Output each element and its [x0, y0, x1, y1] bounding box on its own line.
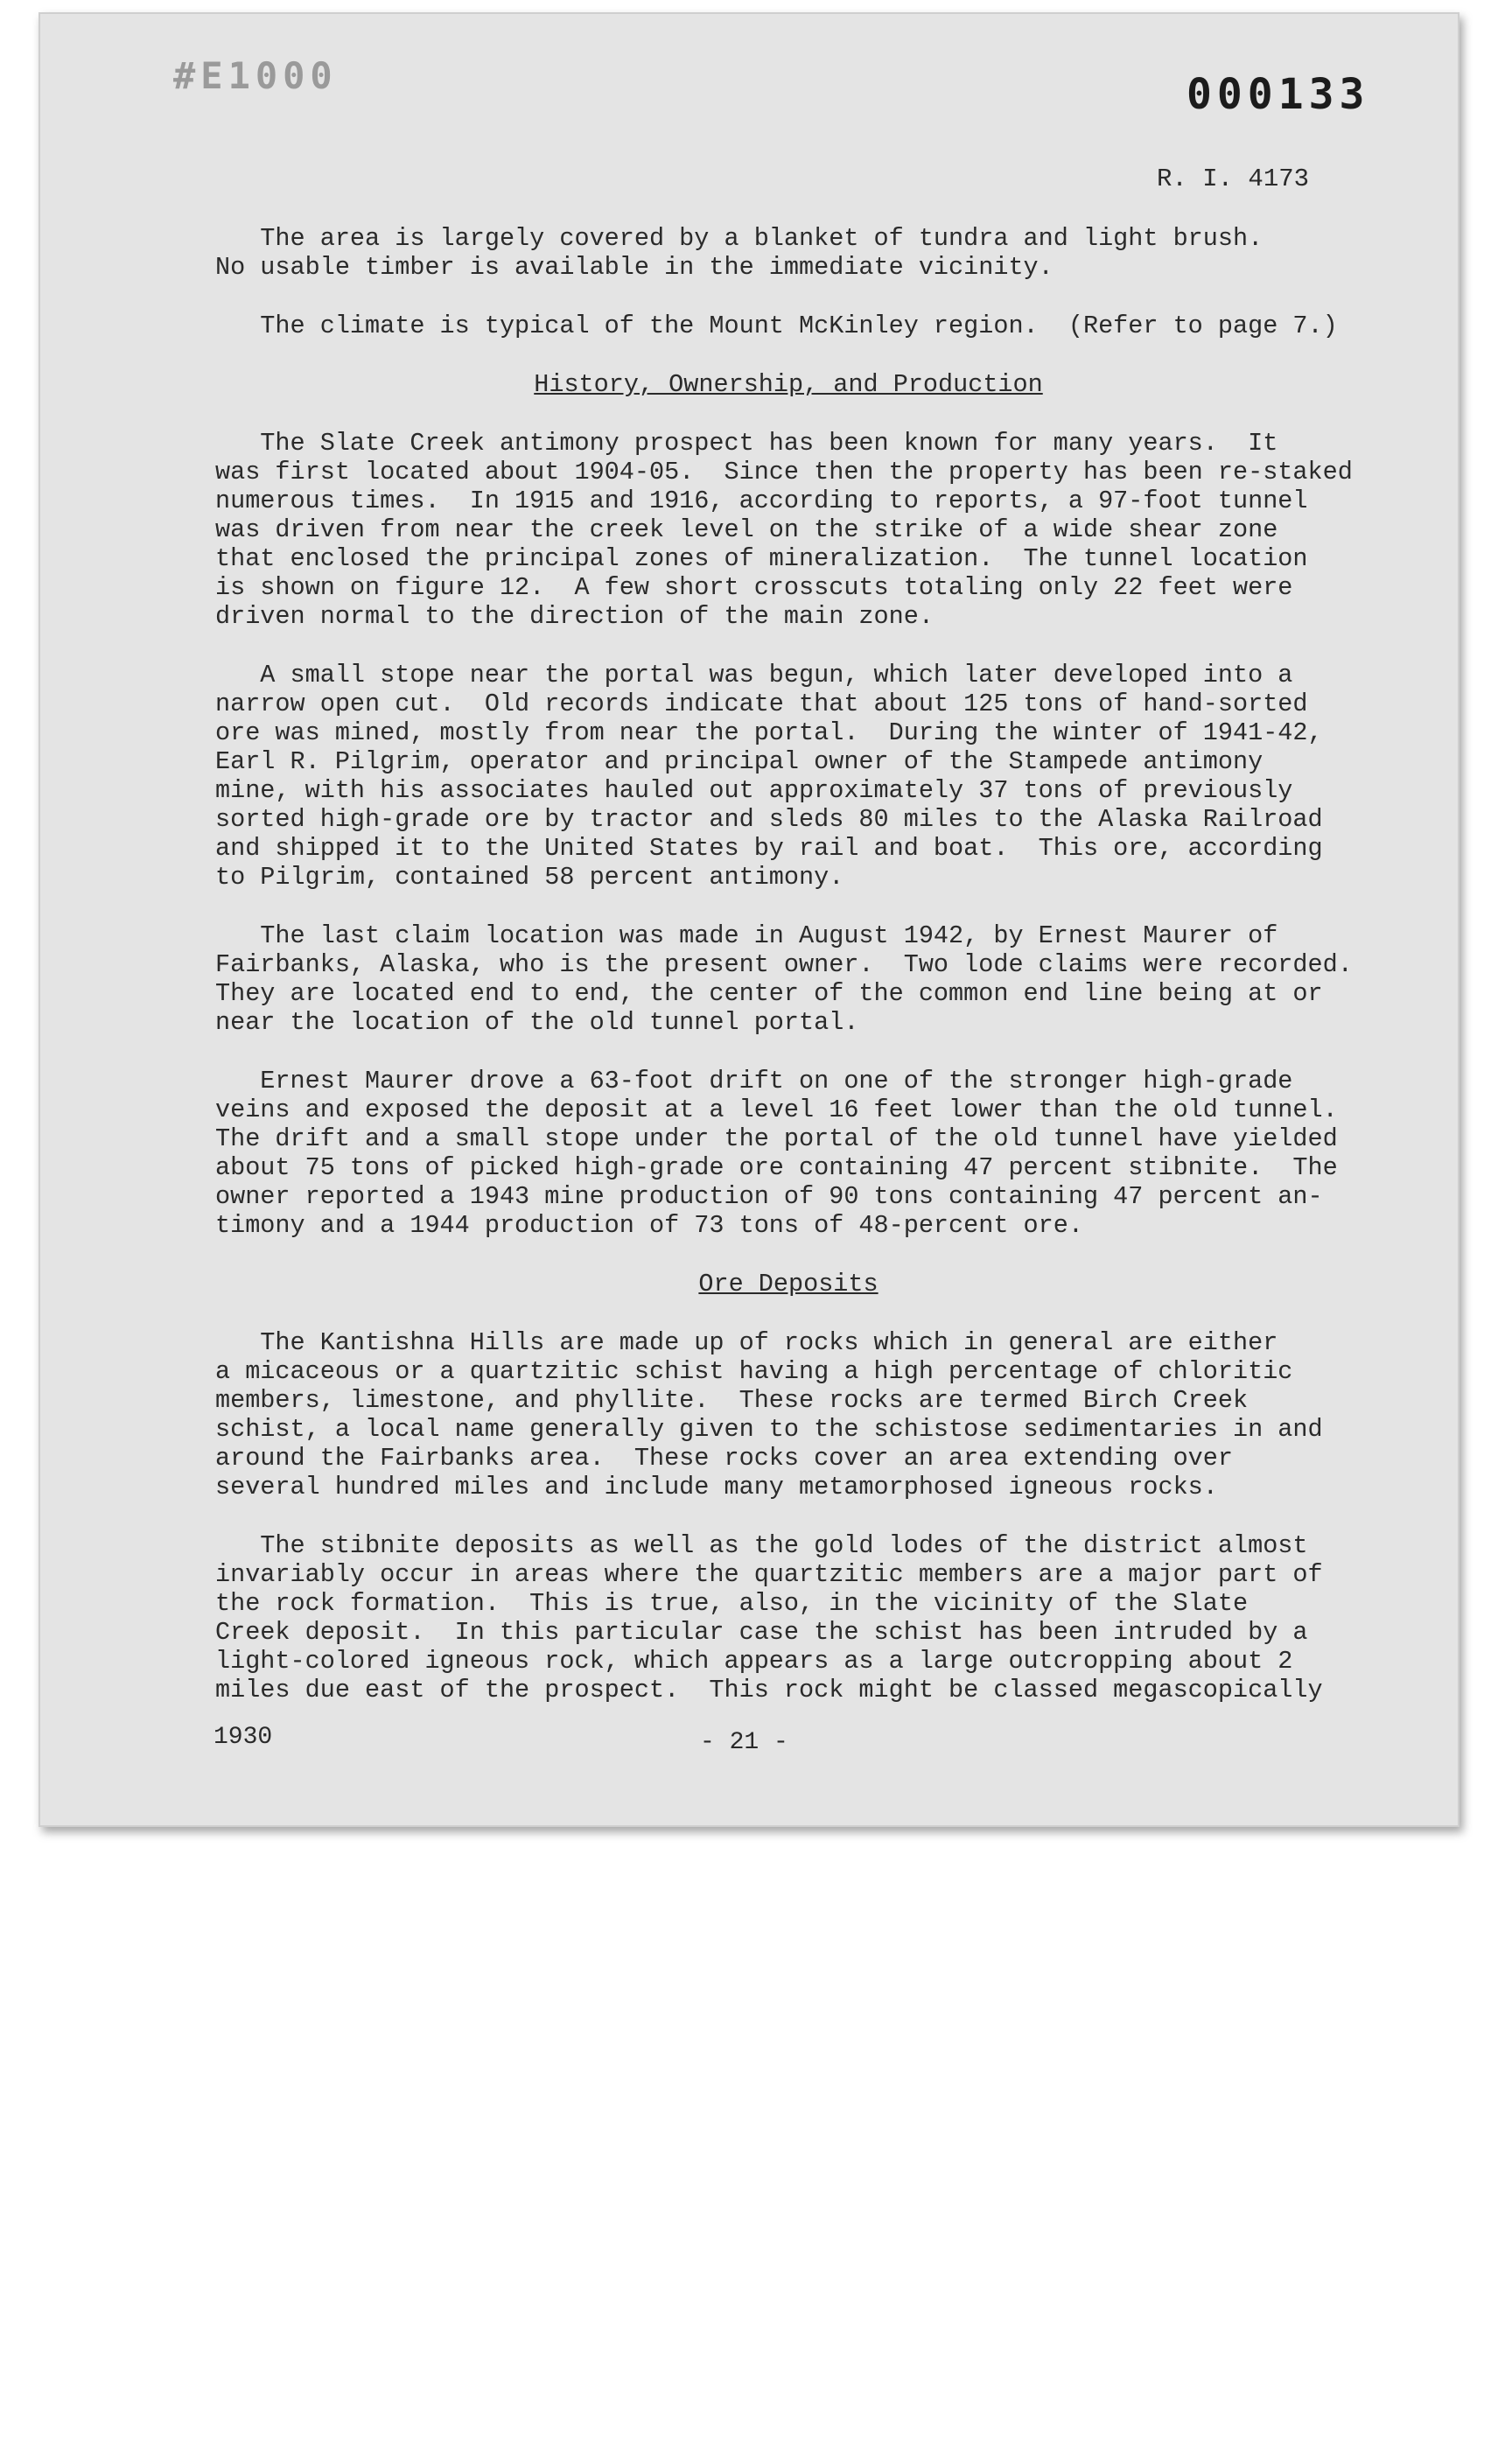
text-line: and shipped it to the United States by rail and boat. This ore, according: [215, 834, 1323, 863]
text-line: was first located about 1904-05. Since then the property has been re-staked: [215, 458, 1353, 486]
text-line: They are located end to end, the center of the common end line being at or: [215, 979, 1323, 1008]
section-heading: History, Ownership, and Production: [534, 370, 1043, 399]
paragraph: [215, 1531, 1362, 1704]
paragraph: [215, 1067, 1362, 1240]
text-line: veins and exposed the deposit at a level 16 feet lower than the old tunnel.: [215, 1096, 1338, 1124]
document-body: [215, 224, 1362, 1734]
section-heading: Ore Deposits: [698, 1270, 878, 1298]
text-line: narrow open cut. Old records indicate that about 125 tons of hand-sorted: [215, 690, 1308, 718]
text-line: a micaceous or a quartzitic schist having a high percentage of chloritic: [215, 1357, 1293, 1386]
paragraph: [215, 312, 1362, 340]
footer-number: 1930: [214, 1724, 273, 1751]
paragraph: [215, 429, 1362, 631]
paragraph: [215, 224, 1362, 282]
text-line: that enclosed the principal zones of mineralization. The tunnel location: [215, 544, 1308, 573]
text-line: light-colored igneous rock, which appears as a large outcropping about 2: [215, 1647, 1293, 1676]
text-line: ore was mined, mostly from near the portal. During the winter of 1941-42,: [215, 718, 1323, 747]
text-line: Ernest Maurer drove a 63-foot drift on one of the stronger high-grade: [215, 1067, 1293, 1096]
text-line: several hundred miles and include many metamorphosed igneous rocks.: [215, 1473, 1218, 1502]
text-line: about 75 tons of picked high-grade ore containing 47 percent stibnite. The: [215, 1153, 1338, 1182]
paragraph: [215, 661, 1362, 892]
text-line: The stibnite deposits as well as the gold lodes of the district almost: [215, 1531, 1308, 1560]
text-line: Earl R. Pilgrim, operator and principal owner of the Stampede antimony: [215, 747, 1264, 776]
text-line: No usable timber is available in the immediate vicinity.: [215, 253, 1054, 282]
text-line: members, limestone, and phyllite. These rocks are termed Birch Creek: [215, 1386, 1249, 1415]
text-line: The last claim location was made in August 1942, by Ernest Maurer of: [215, 921, 1278, 950]
text-line: sorted high-grade ore by tractor and sleds 80 miles to the Alaska Railroad: [215, 805, 1323, 834]
text-line: The Slate Creek antimony prospect has been known for many years. It: [215, 429, 1278, 458]
text-line: to Pilgrim, contained 58 percent antimony.: [215, 863, 844, 892]
text-line: timony and a 1944 production of 73 tons of 48-percent ore.: [215, 1211, 1083, 1240]
text-line: The drift and a small stope under the portal of the old tunnel have yielded: [215, 1124, 1338, 1153]
text-line: The area is largely covered by a blanket of tundra and light brush.: [215, 224, 1264, 253]
text-line: the rock formation. This is true, also, in the vicinity of the Slate: [215, 1589, 1249, 1618]
paragraph: [215, 921, 1362, 1037]
text-line: Creek deposit. In this particular case the schist has been intruded by a: [215, 1618, 1308, 1647]
text-line: schist, a local name generally given to the schistose sedimentaries in and: [215, 1415, 1323, 1444]
text-line: near the location of the old tunnel portal.: [215, 1008, 859, 1037]
text-line: A small stope near the portal was begun, which later developed into a: [215, 661, 1293, 690]
text-line: was driven from near the creek level on the strike of a wide shear zone: [215, 515, 1278, 544]
text-line: The climate is typical of the Mount McKinley region. (Refer to page 7.): [215, 312, 1338, 340]
text-line: driven normal to the direction of the main zone.: [215, 602, 934, 631]
text-line: around the Fairbanks area. These rocks cover an area extending over: [215, 1444, 1233, 1473]
text-line: The Kantishna Hills are made up of rocks which in general are either: [215, 1328, 1278, 1357]
text-line: is shown on figure 12. A few short crosscuts totaling only 22 feet were: [215, 573, 1293, 602]
faded-stamp-number: #E1000: [173, 54, 338, 97]
text-line: mine, with his associates hauled out approximately 37 tons of previously: [215, 776, 1293, 805]
text-line: numerous times. In 1915 and 1916, according to reports, a 97-foot tunnel: [215, 486, 1308, 515]
text-line: invariably occur in areas where the quartzitic members are a major part of: [215, 1560, 1323, 1589]
text-line: miles due east of the prospect. This rock might be classed megascopically: [215, 1676, 1323, 1704]
report-id: R. I. 4173: [1157, 164, 1310, 193]
text-line: owner reported a 1943 mine production of 90 tons containing 47 percent an-: [215, 1182, 1323, 1211]
stamp-number: 000133: [1186, 70, 1370, 119]
text-line: Fairbanks, Alaska, who is the present owner. Two lode claims were recorded.: [215, 950, 1353, 979]
page-number: - 21 -: [700, 1729, 788, 1756]
paragraph: [215, 1328, 1362, 1502]
